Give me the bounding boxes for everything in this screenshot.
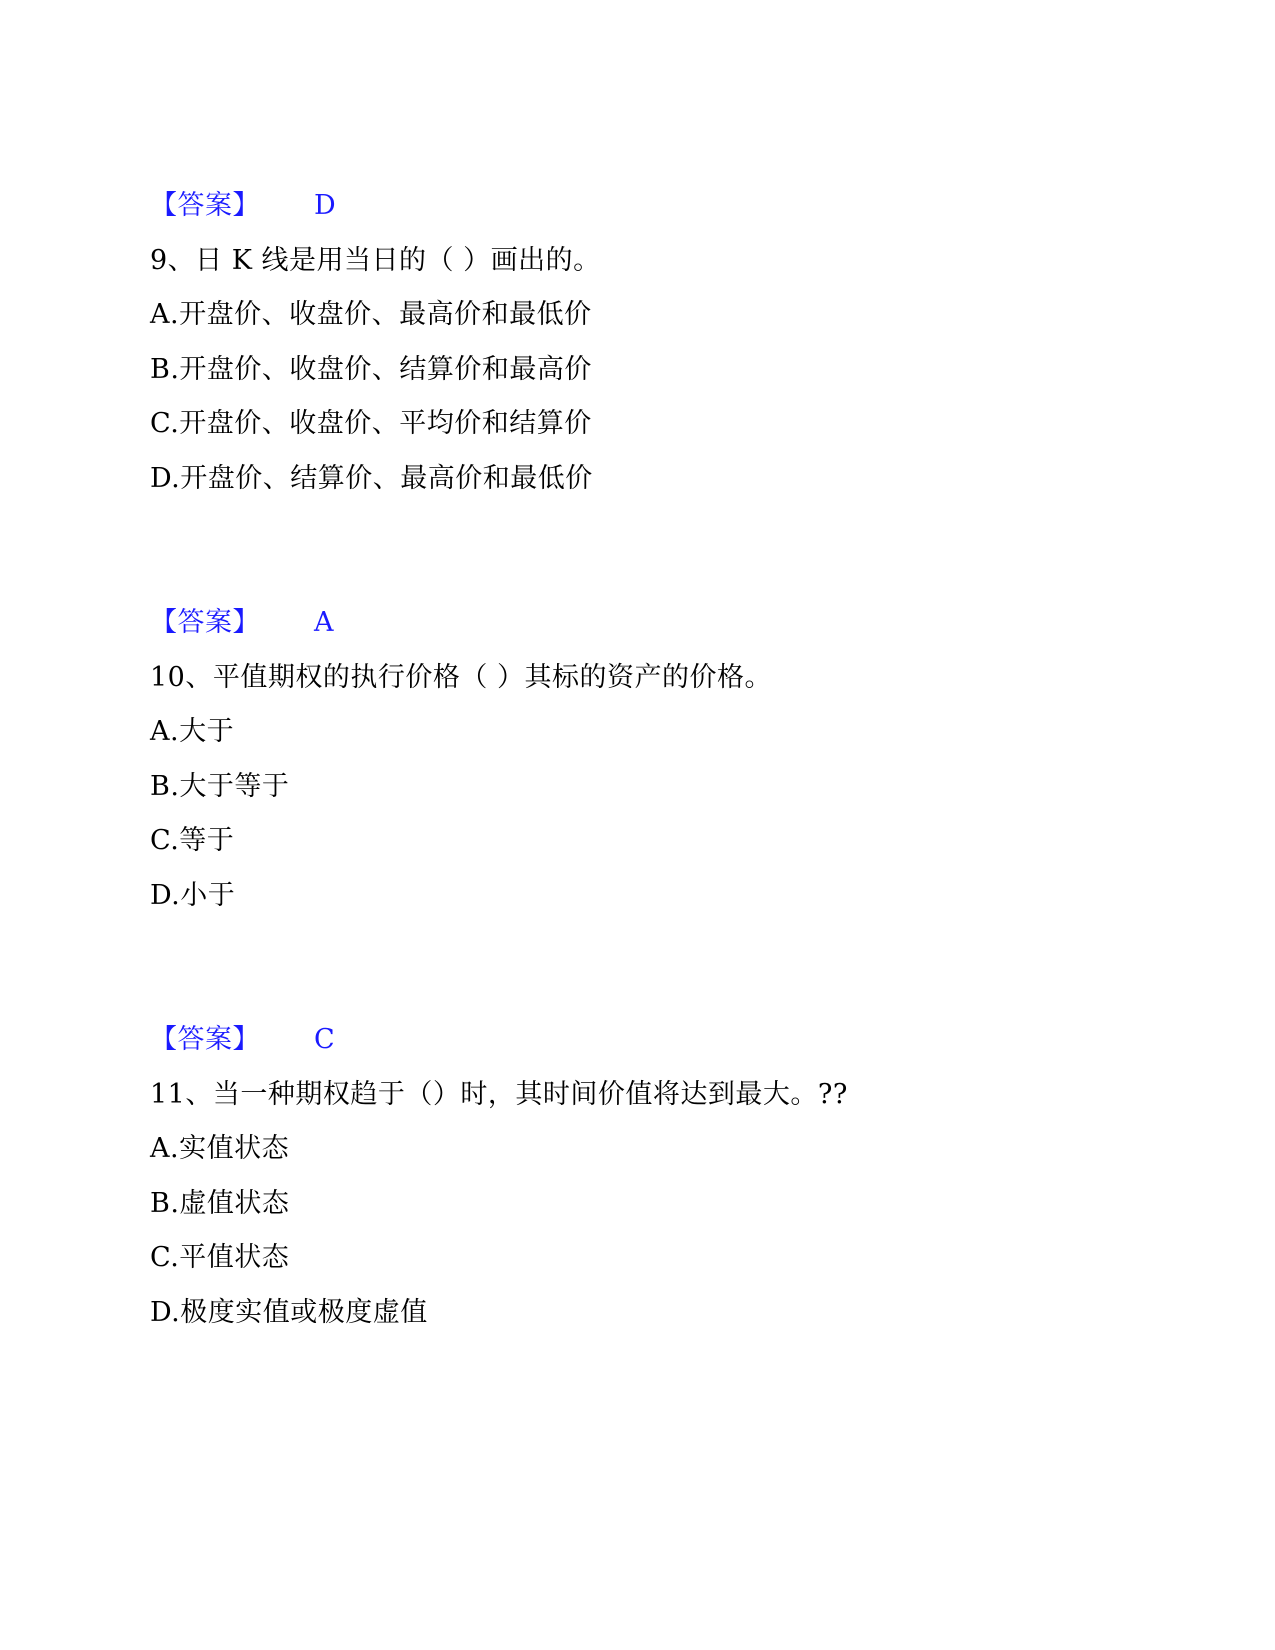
- answer-label: 【答案】: [150, 1024, 260, 1055]
- answer-line: [150, 1022, 335, 1058]
- question-text: 10、平值期权的执行价格（ ）其标的资产的价格。: [150, 662, 772, 693]
- option-a: A.实值状态: [150, 1133, 290, 1164]
- option-b: B.大于等于: [150, 771, 290, 802]
- option-d: D.开盘价、结算价、最高价和最低价: [150, 463, 593, 494]
- option-c: C.开盘价、收盘价、平均价和结算价: [150, 408, 592, 439]
- question-text: 9、日 K 线是用当日的（ ）画出的。: [150, 245, 601, 276]
- option-c: C.等于: [150, 825, 235, 856]
- option-c: C.平值状态: [150, 1242, 290, 1273]
- answer-line: [150, 188, 336, 224]
- answer-value: D: [314, 190, 337, 221]
- option-a: A.开盘价、收盘价、最高价和最低价: [150, 299, 592, 330]
- answer-label: 【答案】: [150, 607, 260, 638]
- answer-line: [150, 605, 334, 641]
- answer-value: C: [314, 1024, 336, 1055]
- option-a: A.大于: [150, 716, 235, 747]
- answer-label: 【答案】: [150, 190, 260, 221]
- option-d: D.小于: [150, 880, 236, 911]
- option-b: B.开盘价、收盘价、结算价和最高价: [150, 354, 592, 385]
- answer-value: A: [314, 607, 334, 638]
- option-b: B.虚值状态: [150, 1188, 290, 1219]
- option-d: D.极度实值或极度虚值: [150, 1297, 428, 1328]
- question-text: 11、当一种期权趋于（）时，其时间价值将达到最大。??: [150, 1079, 848, 1110]
